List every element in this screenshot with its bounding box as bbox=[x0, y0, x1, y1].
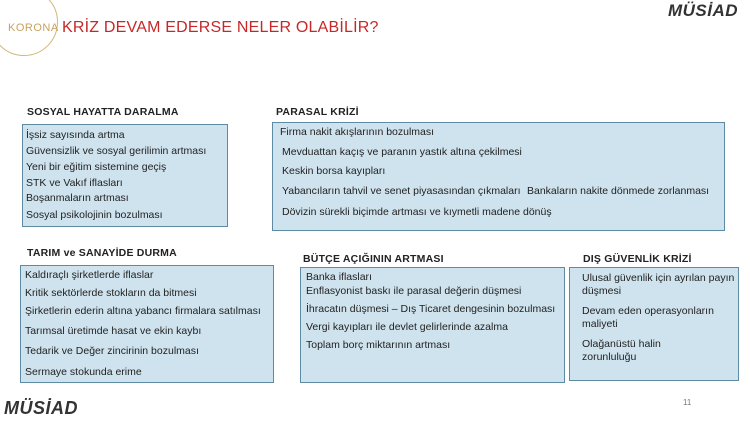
page-number: 11 bbox=[683, 398, 692, 407]
list-item: STK ve Vakıf iflasları bbox=[26, 177, 123, 189]
section-title-sosyal: SOSYAL HAYATTA DARALMA bbox=[27, 106, 179, 118]
list-item: Kritik sektörlerde stokların da bitmesi bbox=[25, 287, 197, 299]
list-item: Ulusal güvenlik için ayrılan payın düşmesi bbox=[582, 272, 735, 297]
list-item: Devam eden operasyonların maliyeti bbox=[582, 305, 714, 330]
list-item: Kaldıraçlı şirketlerde iflaslar bbox=[25, 269, 154, 281]
list-item: Yeni bir eğitim sistemine geçiş bbox=[26, 161, 167, 173]
list-item: Sermaye stokunda erime bbox=[25, 366, 142, 378]
section-box-parasal bbox=[272, 122, 725, 231]
section-title-dis: DIŞ GÜVENLİK KRİZİ bbox=[583, 253, 692, 265]
list-item: Sosyal psikolojinin bozulması bbox=[26, 209, 163, 221]
list-item: Güvensizlik ve sosyal gerilimin artması bbox=[26, 145, 207, 157]
list-item: Firma nakit akışlarının bozulması bbox=[280, 126, 435, 138]
list-item: Dövizin sürekli biçimde artması ve kıymetli madene dönüş bbox=[282, 206, 552, 218]
section-title-parasal: PARASAL KRİZİ bbox=[276, 106, 359, 118]
list-item: Mevduattan kaçış ve paranın yastık altına çekilmesi bbox=[282, 146, 522, 158]
list-item: İşsiz sayısında artma bbox=[26, 129, 125, 141]
list-item: Enflasyonist baskı ile parasal değerin düşmesi bbox=[306, 285, 522, 297]
section-box-tarim bbox=[20, 265, 274, 383]
list-item: Toplam borç miktarının artması bbox=[306, 339, 451, 351]
section-title-butce: BÜTÇE AÇIĞININ ARTMASI bbox=[303, 253, 444, 265]
section-box-butce bbox=[300, 267, 565, 383]
page-title: KRİZ DEVAM EDERSE NELER OLABİLİR? bbox=[62, 19, 379, 36]
section-box-sosyal bbox=[22, 124, 228, 227]
list-item: Tarımsal üretimde hasat ve ekin kaybı bbox=[25, 325, 202, 337]
list-item: Bankaların nakite dönmede zorlanması bbox=[527, 185, 710, 197]
section-title-tarim: TARIM ve SANAYİDE DURMA bbox=[27, 247, 177, 259]
list-item: Olağanüstü halin zorunluluğu bbox=[582, 338, 661, 363]
musiad-logo-bottom: MÜSİAD bbox=[4, 398, 78, 418]
list-item: Tedarik ve Değer zincirinin bozulması bbox=[25, 345, 199, 357]
korona-badge: KORONA bbox=[8, 22, 59, 34]
list-item: Keskin borsa kayıpları bbox=[282, 165, 386, 177]
list-item: Banka iflasları bbox=[306, 271, 372, 283]
list-item: Boşanmaların artması bbox=[26, 192, 129, 204]
list-item: Vergi kayıpları ile devlet gelirlerinde azalma bbox=[306, 321, 508, 333]
section-box-dis bbox=[569, 267, 739, 381]
musiad-logo-top: MÜSİAD bbox=[667, 1, 738, 20]
list-item: Şirketlerin ederin altına yabancı firmalara satılması bbox=[25, 305, 261, 317]
list-item: İhracatın düşmesi – Dış Ticaret dengesinin bozulması bbox=[306, 303, 556, 315]
list-item: Yabancıların tahvil ve senet piyasasından çıkmaları bbox=[282, 185, 521, 197]
